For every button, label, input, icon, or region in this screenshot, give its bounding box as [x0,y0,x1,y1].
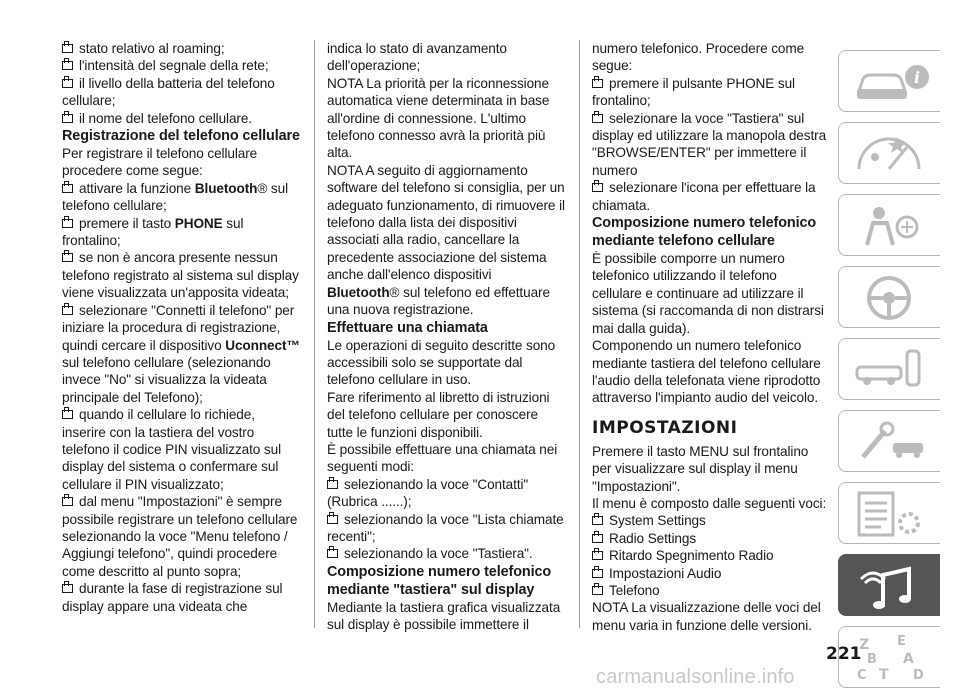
bullet-icon [62,44,73,53]
tab-tools[interactable] [838,410,940,472]
tab-steering-wheel[interactable] [838,266,940,328]
bullet-item: il nome del telefono cellulare. [62,110,302,127]
tab-dashboard-warning[interactable] [838,122,940,184]
index-letter: A [903,651,914,667]
tab-music-navigation[interactable] [838,554,940,616]
bullet-icon [327,515,338,524]
car-info-icon [853,57,933,107]
bullet-item: il livello della batteria del telefono cellulare; [62,75,275,109]
index-letter: B [867,652,877,667]
bullet-item: premere il tasto PHONE sul frontalino; [62,215,244,249]
section-heading: Registrazione del telefono cellulare [62,128,300,145]
bullet-item: dal menu "Impostazioni" è sempre possibile registrare un telefono cellulare selezionando la voce "Menu telefono / Aggiungi telefono", quindi procedere come descritto al punto sopra; [62,494,298,579]
steering-wheel-icon [853,273,933,323]
car-service-key-icon [853,345,933,395]
bullet-item: selezionare l'icona per effettuare la chiamata. [592,180,816,213]
bullet-icon [592,114,603,123]
column-divider-2 [579,40,580,628]
tab-car-info[interactable] [838,50,940,112]
bullet-icon [592,551,603,560]
dashboard-warning-icon [853,129,933,179]
bullet-icon [62,410,73,419]
page-number: 221 [826,644,862,664]
paragraph: È possibile comporre un numero telefonico utilizzando il telefono cellulare e continuare ad utilizzare il sistema (si raccomanda di non distrarsi mai dalla guida). [592,251,824,336]
music-navigation-icon [853,561,933,611]
paragraph: Per registrare il telefono cellulare procedere come segue: [62,146,258,179]
menu-item: Impostazioni Audio [592,565,830,582]
bullet-item: quando il cellulare lo richiede, inserire con la tastiera del vostro telefono il codice PIN visualizzato sul display del sistema o confermare sul cellulare il PIN visualizzato; [62,407,281,492]
index-letter: Z [859,637,870,653]
bullet-item: l'intensità del segnale della rete; [62,57,302,74]
tab-airbag-seat[interactable] [838,194,940,256]
index-letter: D [913,668,924,683]
paragraph: numero telefonico. Procedere come segue: [592,41,805,74]
bullet-icon [62,497,73,506]
bullet-icon [62,184,73,193]
bullet-icon [62,306,73,315]
index-letter: C [857,668,867,683]
svg-text:i: i [913,68,921,87]
bullet-icon [592,79,603,88]
bullet-item: stato relativo al roaming; [62,40,302,57]
bullet-icon [62,219,73,228]
paragraph: Le operazioni di seguito descritte sono accessibili solo se supportate dal telefono cellulare in uso. [327,337,556,388]
bullet-item: durante la fase di registrazione sul display appare una videata che [62,581,283,614]
note: NOTA La visualizzazione delle voci del menu varia in funzione delle versioni. [592,600,821,633]
paragraph: È possibile effettuare una chiamata nei seguenti modi: [327,441,558,475]
paragraph: Il menu è composto dalle seguenti voci: [592,495,827,511]
menu-item: Telefono [592,582,830,599]
section-heading: Composizione numero telefonico mediante telefono cellulare [592,215,817,250]
bullet-item: premere il pulsante PHONE sul frontalino; [592,75,795,109]
bullet-icon [62,584,73,593]
paragraph: Mediante la tastiera grafica visualizzata sul display è possibile immettere il [327,599,561,633]
bullet-icon [62,61,73,70]
list-settings-icon [853,489,933,539]
bullet-icon [592,586,603,595]
tab-car-service[interactable] [838,338,940,400]
index-letter: T [879,667,889,683]
tab-list-settings[interactable] [838,482,940,544]
bullet-item: selezionando la voce "Contatti" (Rubrica ......); [327,476,529,510]
airbag-seat-icon [853,201,933,251]
paragraph: Premere il tasto MENU sul frontalino per visualizzare sul display il menu "Impostazioni". [592,443,809,494]
bullet-item: selezionando la voce "Tastiera". [327,545,567,562]
bullet-icon [592,516,603,525]
column-3 [592,40,830,634]
bullet-item: selezionando la voce "Lista chiamate recenti"; [327,511,564,544]
menu-item: System Settings [592,512,830,529]
tools-car-icon [853,417,933,467]
bullet-icon [62,114,73,123]
bullet-icon [62,79,73,88]
paragraph: indica lo stato di avanzamento dell'operazione; [327,41,507,74]
column-2 [327,40,567,634]
bullet-icon [592,569,603,578]
index-letter: E [897,634,906,649]
paragraph: Componendo un numero telefonico mediante tastiera del telefono cellulare l'audio della telefonata viene riprodotto attraverso l'impianto audio del veicolo. [592,338,821,406]
bullet-icon [327,549,338,558]
column-divider-1 [314,40,315,628]
bullet-icon [592,183,603,192]
index-letters-icon [853,633,933,683]
note: NOTA A seguito di aggiornamento software del telefono si consiglia, per un adeguato funzionamento, di rimuovere il telefono dalla lista dei dispositivi associati alla radio, cancellare la precedente associazione del sistema anche dall'elenco dispositivi Bluetooth® sul telefono ed effettuare una nuova registrazione. [327,162,565,318]
bullet-icon [327,480,338,489]
bullet-item: selezionare la voce "Tastiera" sul display ed utilizzare la manopola destra "BROWSE/ENTER" per immettere il numero [592,110,827,178]
bullet-item: se non è ancora presente nessun telefono registrato al sistema sul display viene visualizzata un'apposita videata; [62,250,299,301]
note: NOTA La priorità per la riconnessione automatica viene determinata in base all'ordine di connessione. L'ultimo telefono connesso avrà la priorità più alta. [327,75,550,161]
section-heading: Composizione numero telefonico mediante "tastiera" sul display [327,563,552,598]
chapter-tabs [838,50,940,692]
menu-item: Radio Settings [592,530,830,547]
column-1 [62,40,302,615]
watermark: carmanualsonline.info [596,666,795,688]
paragraph: Fare riferimento al libretto di istruzioni del telefono cellulare per conoscere tutte le funzioni disponibili. [327,389,550,440]
bullet-item: attivare la funzione Bluetooth® sul telefono cellulare; [62,180,288,214]
bullet-icon [62,253,73,262]
chapter-heading: IMPOSTAZIONI [592,417,738,438]
bullet-item: selezionare "Connetti il telefono" per iniziare la procedura di registrazione, quindi cercare il dispositivo Uconnect™ sul telefono cellulare (selezionando invece "No" si visualizza la videata principale del Telefono); [62,302,300,405]
bullet-icon [592,534,603,543]
section-heading: Effettuare una chiamata [327,319,488,336]
menu-item: Ritardo Spegnimento Radio [592,547,830,564]
